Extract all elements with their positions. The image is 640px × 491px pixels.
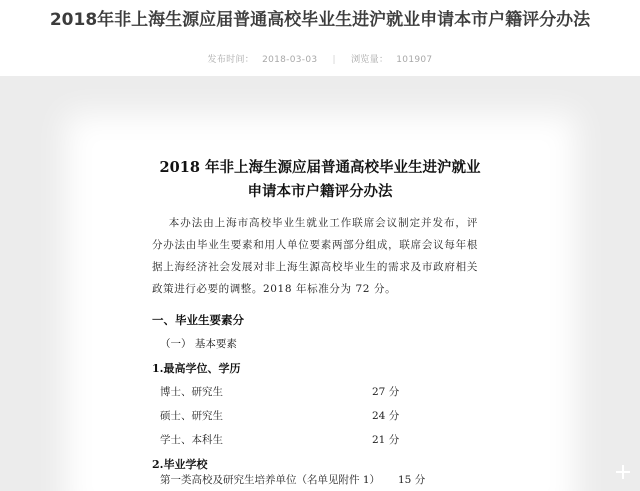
publish-time: 发布时间： 2018-03-03 (207, 55, 318, 65)
list-item-score: 15 分 (398, 474, 426, 486)
section-heading: 一、毕业生要素分 (152, 313, 244, 327)
list-item-label: 第一类高校及研究生培养单位（名单见附件 1） (160, 474, 381, 486)
document-title-line-2: 申请本市户籍评分办法 (247, 183, 393, 200)
document-title-line-1: 2018 年非上海生源应届普通高校毕业生进沪就业 (159, 159, 481, 176)
document-image (0, 76, 640, 491)
group-heading-degree: 1.最高学位、学历 (152, 362, 241, 375)
view-count: 浏览量： 101907 (351, 55, 433, 65)
list-item-label: 博士、研究生 (160, 386, 223, 398)
list-item-score: 24 分 (372, 410, 400, 422)
list-item-label: 学士、本科生 (160, 434, 223, 446)
intro-paragraph: 本办法由上海市高校毕业生就业工作联席会议制定并发布，评分办法由毕业生要素和用人单位要素两部分组成，联席会议每年根据上海经济社会发展对非上海生源高校毕业生的需求及市政府相关政策进行必要的调整。2018 年标准分为 72 分。 (152, 217, 478, 295)
page-title: 2018年非上海生源应届普通高校毕业生进沪就业申请本市户籍评分办法 (49, 10, 591, 30)
subsection-heading: （一） 基本要素 (160, 338, 237, 350)
article-header (0, 0, 640, 72)
list-item-score: 27 分 (372, 386, 400, 398)
list-item-score: 21 分 (372, 434, 400, 446)
list-item-label: 硕士、研究生 (160, 410, 223, 422)
article-meta (0, 52, 640, 65)
group-heading-school: 2.毕业学校 (152, 458, 208, 471)
meta-separator: | (332, 55, 336, 65)
plus-icon[interactable] (616, 465, 630, 479)
